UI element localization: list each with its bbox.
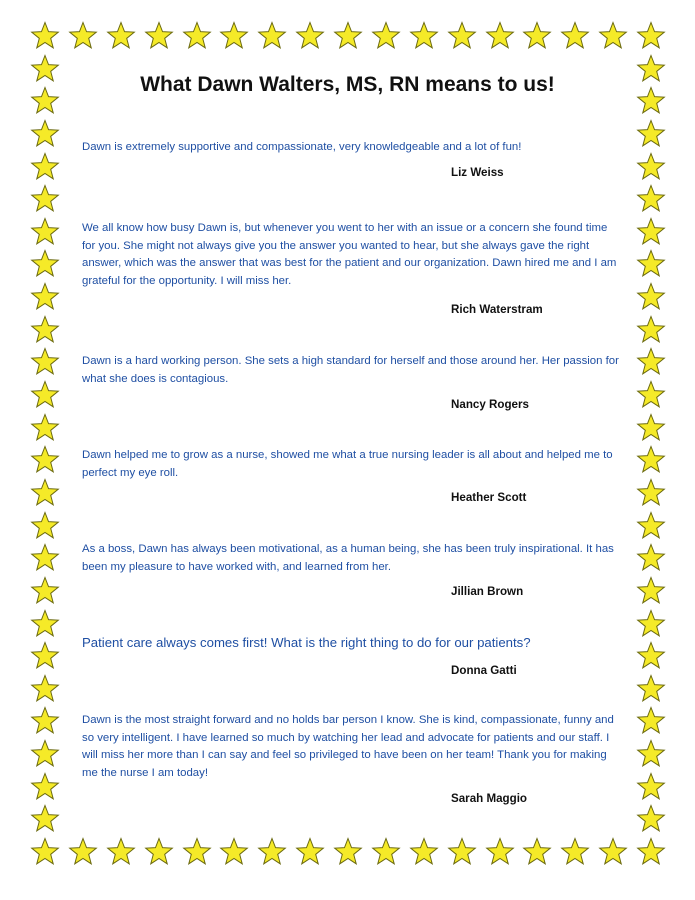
testimonial-quote: As a boss, Dawn has always been motivational, as a human being, she has been truly inspirational. It has been my pleasure to have worked with, and learned from her. (82, 543, 614, 573)
testimonial-quote: Patient care always comes first! What is the right thing to do for our patients? (82, 635, 531, 650)
testimonial-author: Sarah Maggio (451, 792, 528, 805)
page-title: What Dawn Walters, MS, RN means to us! (140, 73, 555, 96)
testimonial-quote: Dawn is extremely supportive and compassionate, very knowledgeable and a lot of fun! (82, 141, 522, 153)
testimonial-author: Rich Waterstram (451, 303, 543, 316)
testimonial-author: Liz Weiss (451, 166, 504, 179)
testimonial-author: Nancy Rogers (451, 398, 529, 411)
testimonial-quote: We all know how busy Dawn is, but whenever you went to her with an issue or a concern she found time for you. She might not always give you the answer you wanted to hear, but she always gave the right answer, which was the answer that was best for the patient and our organization. Dawn hired me and I am grateful for the opportunity. I will miss her. (82, 222, 617, 287)
testimonial-author: Heather Scott (451, 491, 527, 504)
testimonial-quote: Dawn helped me to grow as a nurse, showed me what a true nursing leader is all about and helped me to perfect my eye roll. (82, 449, 613, 479)
testimonial-author: Donna Gatti (451, 664, 517, 677)
testimonial-quote: Dawn is a hard working person. She sets a high standard for herself and those around her. Her passion for what she does is contagious. (82, 355, 619, 385)
testimonial-quote: Dawn is the most straight forward and no holds bar person I know. She is kind, compassionate, funny and so very intelligent. I have learned so much by watching her lead and advocate for patients and our staff. I will miss her more than I can say and feel so privileged to have been on her team! Thank you for making me the nurse I am today! (82, 714, 614, 779)
testimonial-author: Jillian Brown (451, 585, 524, 598)
